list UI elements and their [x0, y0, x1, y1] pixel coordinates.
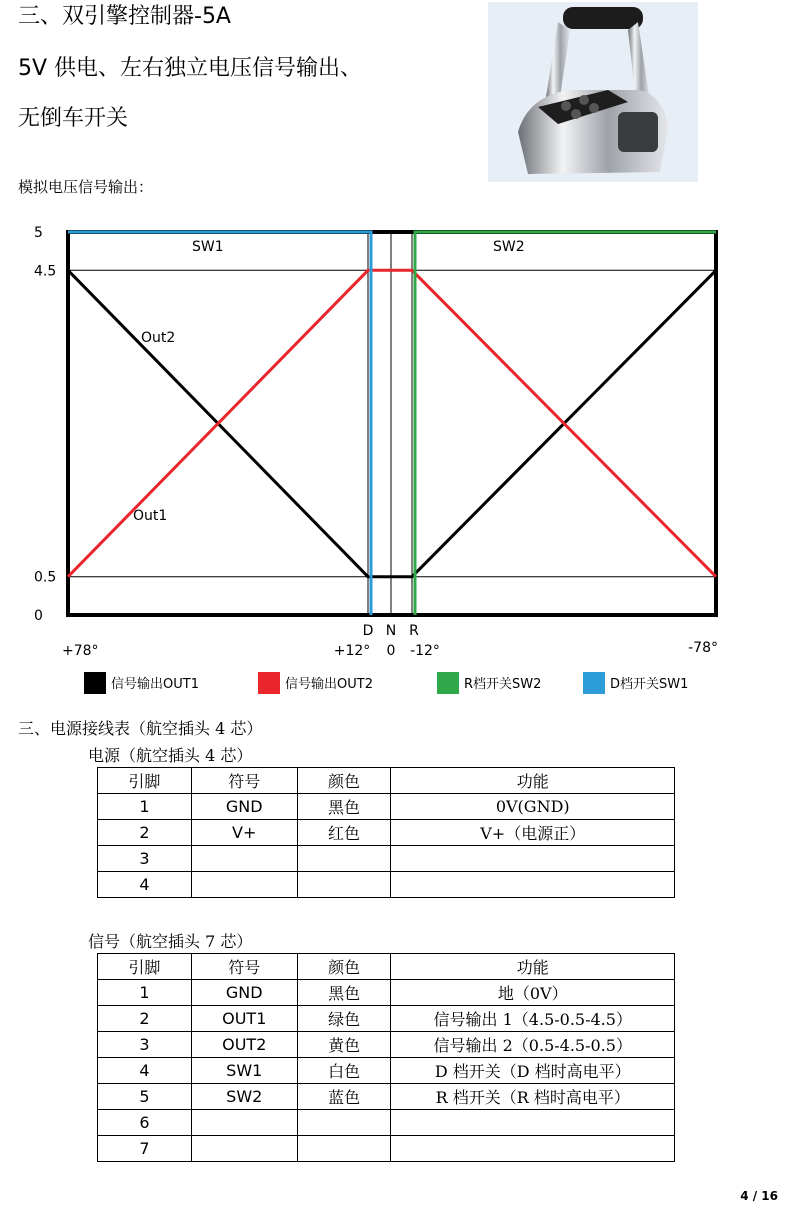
signal_table-cell: 信号输出 2（0.5-4.5-0.5） [391, 1032, 675, 1058]
signal_table-cell: 信号输出 1（4.5-0.5-4.5） [391, 1006, 675, 1032]
y-tick-label: 0 [34, 608, 43, 624]
x-tick-label: R [409, 623, 419, 639]
power_table-cell [391, 846, 675, 872]
power_table-header-3: 功能 [391, 768, 675, 794]
series-line-out1 [68, 270, 716, 576]
power_table-cell [191, 846, 297, 872]
power-table-title: 电源（航空插头 4 芯） [88, 746, 253, 765]
signal_table-header-3: 功能 [391, 954, 675, 980]
table-row [98, 1084, 675, 1110]
signal_table-cell: SW2 [191, 1084, 297, 1110]
signal_table-cell: 白色 [297, 1058, 391, 1084]
power_table-cell [191, 872, 297, 898]
power_table-cell: V+（电源正） [391, 820, 675, 846]
signal_table-cell: 1 [98, 980, 192, 1006]
power_table-cell: GND [191, 794, 297, 820]
signal_table-cell: 3 [98, 1032, 192, 1058]
signal_table-cell [297, 1136, 391, 1162]
legend-swatch [84, 672, 106, 694]
power_table-cell: V+ [191, 820, 297, 846]
legend-label: 信号输出OUT2 [285, 677, 373, 692]
y-tick-label: 5 [34, 225, 43, 241]
section-heading: 三、双引擎控制器-5A [18, 4, 231, 29]
signal_table-cell: 6 [98, 1110, 192, 1136]
power-section-title: 三、电源接线表（航空插头 4 芯） [18, 719, 263, 738]
signal_table-cell: 蓝色 [297, 1084, 391, 1110]
signal_table-cell [391, 1136, 675, 1162]
x-tick-label: +12° [333, 643, 371, 659]
page-number: 4 / 16 [740, 1189, 778, 1203]
annotation-label: SW2 [493, 239, 525, 255]
signal_table-cell: OUT1 [191, 1006, 297, 1032]
power_table-cell: 黑色 [297, 794, 391, 820]
table-row [98, 820, 675, 846]
signal_table-cell: 2 [98, 1006, 192, 1032]
signal_table-header-0: 引脚 [98, 954, 192, 980]
voltage-output-chart [0, 205, 800, 705]
table-row [98, 794, 675, 820]
signal_table-cell: 黄色 [297, 1032, 391, 1058]
annotation-label: Out2 [141, 330, 176, 346]
table-row [98, 846, 675, 872]
signal_table-cell: 5 [98, 1084, 192, 1110]
power_table-cell: 4 [98, 872, 192, 898]
legend-label: R档开关SW2 [464, 677, 542, 692]
chart-caption: 模拟电压信号输出： [18, 178, 154, 196]
x-tick-label: -78° [688, 640, 718, 656]
power_table-header-2: 颜色 [297, 768, 391, 794]
annotation-label: SW1 [192, 239, 224, 255]
legend-swatch [437, 672, 459, 694]
table-row [98, 1032, 675, 1058]
chart-frame [68, 232, 716, 615]
power_table-header-0: 引脚 [98, 768, 192, 794]
signal_table-header-1: 符号 [191, 954, 297, 980]
signal_table-cell [297, 1110, 391, 1136]
power_table-cell: 红色 [297, 820, 391, 846]
legend-label: D档开关SW1 [610, 677, 689, 692]
x-tick-label: D [362, 623, 374, 639]
signal_table-cell: 7 [98, 1136, 192, 1162]
x-tick-label: N [385, 623, 397, 639]
legend-label: 信号输出OUT1 [111, 677, 199, 692]
signal_table-cell: 4 [98, 1058, 192, 1084]
signal_table-cell: R 档开关（R 档时高电平） [391, 1084, 675, 1110]
signal_table-cell [191, 1110, 297, 1136]
annotation-label: Out1 [133, 508, 168, 524]
power_table-cell: 1 [98, 794, 192, 820]
signal_table-cell: 绿色 [297, 1006, 391, 1032]
power_table-cell: 2 [98, 820, 192, 846]
table-row [98, 1110, 675, 1136]
table-row [98, 1136, 675, 1162]
signal_table-cell [391, 1110, 675, 1136]
power_table-cell: 3 [98, 846, 192, 872]
y-tick-label: 4.5 [34, 263, 57, 280]
power_table-header-1: 符号 [191, 768, 297, 794]
power_table-cell [391, 872, 675, 898]
spec-line-2: 无倒车开关 [18, 106, 129, 131]
signal_table-cell: SW1 [191, 1058, 297, 1084]
power_table-cell [297, 846, 391, 872]
x-tick-label: +78° [62, 643, 99, 659]
signal_table-header-2: 颜色 [297, 954, 391, 980]
power-wiring-table [97, 767, 675, 898]
series-line-out2 [68, 270, 716, 576]
y-tick-label: 0.5 [34, 569, 57, 586]
signal_table-cell: 黑色 [297, 980, 391, 1006]
legend-swatch [583, 672, 605, 694]
power_table-cell [297, 872, 391, 898]
signal_table-cell [191, 1136, 297, 1162]
legend-swatch [258, 672, 280, 694]
signal_table-cell: GND [191, 980, 297, 1006]
table-row [98, 1058, 675, 1084]
spec-line-1: 5V 供电、左右独立电压信号输出、 [18, 56, 363, 81]
table-row [98, 1006, 675, 1032]
signal-table-title: 信号（航空插头 7 芯） [88, 932, 253, 951]
table-row [98, 980, 675, 1006]
x-tick-label: 0 [386, 643, 396, 659]
product-photo [488, 2, 698, 182]
table-row [98, 872, 675, 898]
signal_table-cell: OUT2 [191, 1032, 297, 1058]
power_table-cell: 0V(GND) [391, 794, 675, 820]
signal_table-cell: 地（0V） [391, 980, 675, 1006]
x-tick-label: -12° [410, 643, 440, 659]
signal-wiring-table [97, 953, 675, 1162]
signal_table-cell: D 档开关（D 档时高电平） [391, 1058, 675, 1084]
